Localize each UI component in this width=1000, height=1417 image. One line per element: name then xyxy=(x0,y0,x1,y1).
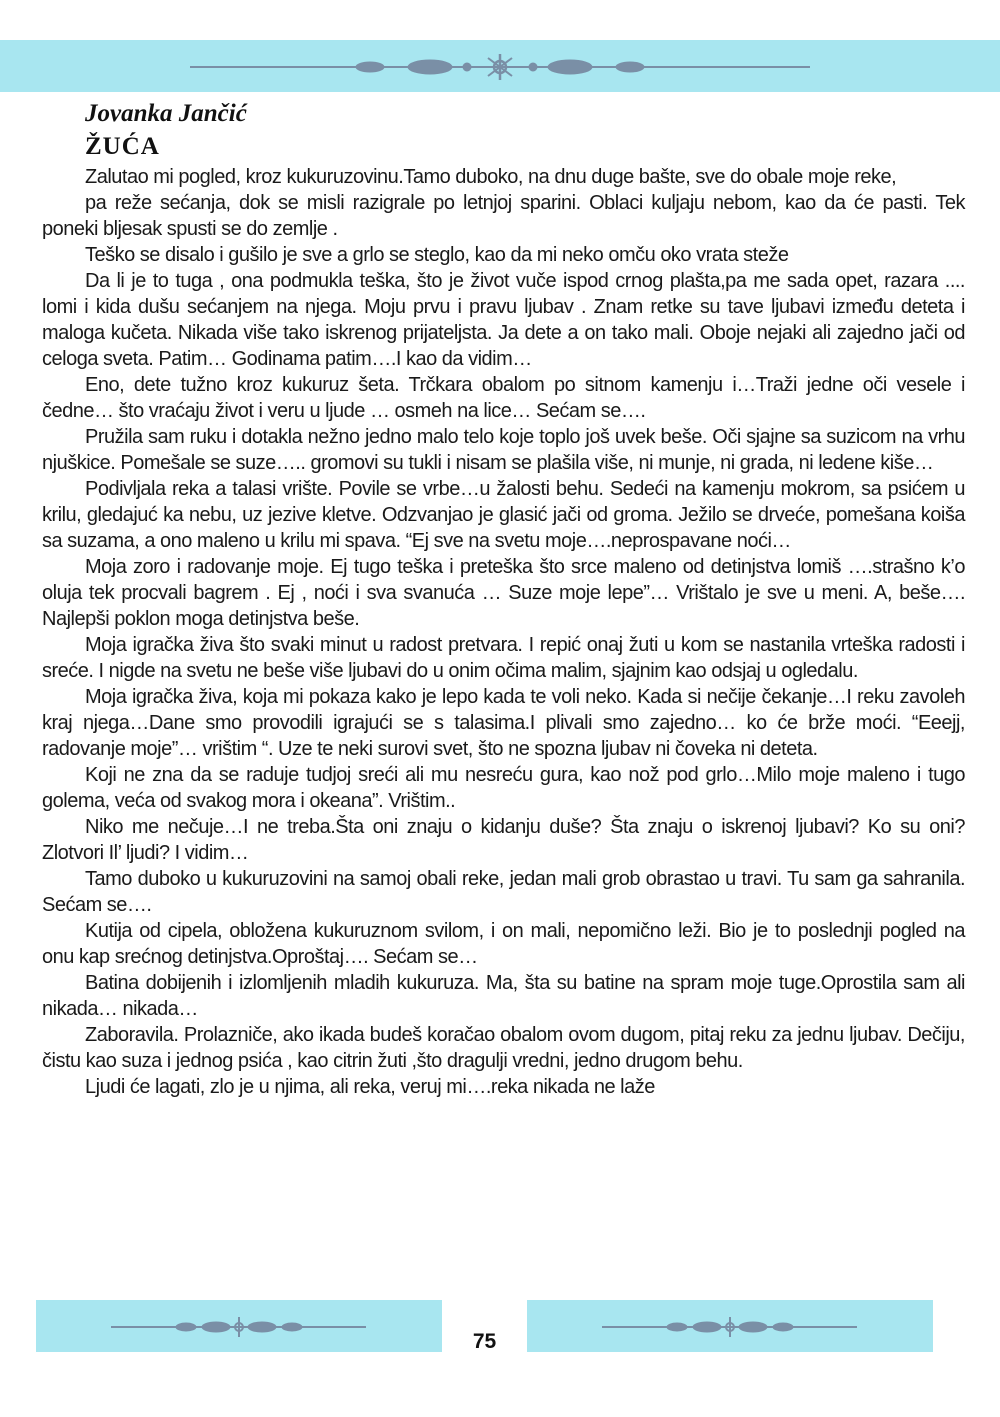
paragraph: Moja igračka živa, koja mi pokaza kako je lepo kada te voli neko. Kada si nečije čekanje…I reku zavoleh kraj njega…Dane smo provodili igrajući se s talasima.I plivali smo zajedno… ko će brže moći. “Eeejj, radovanje moje”… vrištim “. Uze te neki surovi svet, što ne spozna ljubav ni čoveka ni deteta. xyxy=(42,686,965,760)
story-title: ŽUĆA xyxy=(85,133,160,160)
paragraph: pa reže sećanja, dok se misli razigrale po letnjoj sparini. Oblaci kuljaju nebom, kao da će pasti. Tek poneki bljesak spusti se do zemlje . xyxy=(42,192,965,240)
flourish-ornament-icon xyxy=(0,40,1000,92)
paragraph: Moja zoro i radovanje moje. Ej tugo teška i preteška što srce maleno od detinjstva lomiš ….strašno k’o oluja tek procvali bagrem . Ej , noći i sva svanuća … Suze moje lepe”… Vrištalo je sve u meni. A, beše…. Najlepši poklon moga detinjstva beše. xyxy=(42,556,965,630)
paragraph: Niko me nečuje…I ne treba.Šta oni znaju o kidanju duše? Šta znaju o iskrenoj ljubavi? Ko su oni? Zlotvori Il’ ljudi? I vidim… xyxy=(42,816,965,864)
paragraph: Da li je to tuga , ona podmukla teška, što je život vuče ispod crnog plašta,pa me sada opet, razara .... lomi i kida dušu sećanjem na njega. Moju prvu i pravu ljubav . Znam retke su tave ljubavi između deteta i maloga kučeta. Nikada više tako iskrenog prijateljsta. Ja dete a on tako mali. Oboje nejaki ali zajedno jači od celoga sveta. Patim… Godinama patim….I kao da vidim… xyxy=(42,270,965,370)
flourish-ornament-icon xyxy=(527,1300,933,1352)
header-band xyxy=(0,40,1000,92)
flourish-ornament-icon xyxy=(36,1300,442,1352)
paragraph: Kutija od cipela, obložena kukuruznom svilom, i on mali, nepomično leži. Bio je to poslednji pogled na onu kap srećnog detinjstva.Oproštaj…. Sećam se… xyxy=(42,920,965,968)
page-number: 75 xyxy=(472,1330,497,1353)
paragraph: Ljudi će lagati, zlo je u njima, ali reka, veruj mi….reka nikada ne laže xyxy=(85,1076,655,1098)
paragraph: Zalutao mi pogled, kroz kukuruzovinu.Tamo duboko, na dnu duge bašte, sve do obale moje reke, xyxy=(85,166,897,188)
footer-band-left xyxy=(36,1300,442,1352)
paragraph: Moja igračka živa što svaki minut u radost pretvara. I repić onaj žuti u kom se nastanila vrteška radosti i sreće. I nigde na svetu ne beše više ljubavi do u onim očima malim, sjajnim kao odsjaj u ogledalu. xyxy=(42,634,965,682)
paragraph: Zaboravila. Prolazniče, ako ikada budeš koračao obalom ovom dugom, pitaj reku za jednu ljubav. Dečiju, čistu kao suza i jednog psića , kao citrin žuti ,što dragulji vredni, jedno drugom behu. xyxy=(42,1024,965,1072)
paragraph: Podivljala reka a talasi vrište. Povile se vrbe…u žalosti behu. Sedeći na kamenju mokrom, sa psićem u krilu, gledajuć ka nebu, uz jezive kletve. Odzvanjao je glasić jači od groma. Ježilo se drveće, pomešana koiša sa suzama, a ono maleno u krilu mi spava. “Ej sve na svetu moje….neprospavane noći… xyxy=(42,478,965,552)
story-body xyxy=(42,164,965,1100)
paragraph: Batina dobijenih i izlomljenih mladih kukuruza. Ma, šta su batine na spram moje tuge.Oprostila sam ali nikada… nikada… xyxy=(42,972,965,1020)
paragraph: Koji ne zna da se raduje tudjoj sreći ali mu nesreću gura, kao nož pod grlo…Milo moje maleno i tugo golema, veća od svakog mora i okeana”. Vrištim.. xyxy=(42,764,965,812)
paragraph: Eno, dete tužno kroz kukuruz šeta. Trčkara obalom po sitnom kamenju i…Traži jedne oči vesele i čedne… što vraćaju život i veru u ljude … osmeh na lice… Sećam se…. xyxy=(42,374,965,422)
paragraph: Tamo duboko u kukuruzovini na samoj obali reke, jedan mali grob obrastao u travi. Tu sam ga sahranila. Sećam se…. xyxy=(42,868,965,916)
footer-band-right xyxy=(527,1300,933,1352)
author-name: Jovanka Jančić xyxy=(85,100,247,127)
paragraph: Teško se disalo i gušilo je sve a grlo se steglo, kao da mi neko omču oko vrata steže xyxy=(85,244,789,266)
paragraph: Pružila sam ruku i dotakla nežno jedno malo telo koje toplo još uvek beše. Oči sjajne sa suzicom na vrhu njuškice. Pomešale se suze….. gromovi su tukli i nisam se plašila više, ni munje, ni grada, ni ledene kiše… xyxy=(42,426,965,474)
